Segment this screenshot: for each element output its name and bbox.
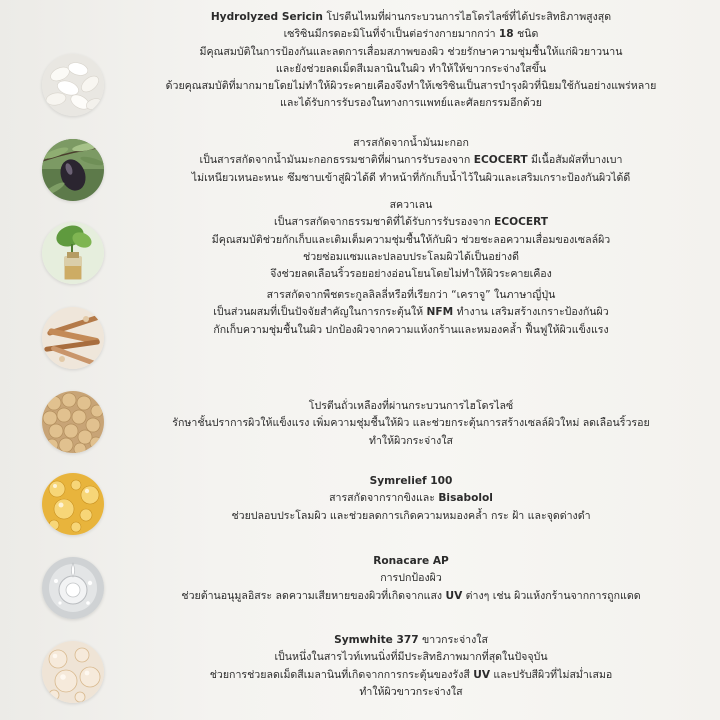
body-text: เป็นหนึ่งในสารไวท์เทนนิ่งที่มีประสิทธิภาพมากที่สุดในปัจจุบัน — [274, 651, 548, 664]
body-text: ไม่เหนียวเหนอะหนะ ซึมซาบเข้าสู่ผิวได้ดี ทำหน้าที่กักเก็บน้ำไว้ในผิวและเสริมเกราะป้องกันผิวได้ดี — [191, 171, 631, 184]
text-line — [120, 415, 702, 432]
body-text: เป็นสารสกัดจากน้ำมันมะกอกธรรมชาติที่ผ่านการรับรองจาก — [199, 154, 474, 167]
body-text: ช่วยปลอบประโลมผิว และช่วยลดการเกิดความหมองคล้ำ กระ ฝ้า และจุดด่างดำ — [231, 509, 591, 522]
text-line — [120, 61, 702, 78]
emphasis-text: Ronacare AP — [373, 555, 449, 567]
text-line — [120, 588, 702, 605]
emphasis-text: Symwhite 377 — [334, 634, 419, 646]
ingredient-text — [120, 287, 702, 339]
text-line — [120, 152, 702, 169]
body-text: เป็นสารสกัดจากธรรมชาติที่ได้รับการรับรองจาก — [273, 216, 495, 229]
text-line — [120, 214, 702, 231]
body-text: ช่วยการช่วยลดเม็ดสีเมลานินที่เกิดจากการกระตุ้นของรังสี — [209, 668, 474, 681]
body-text: มีคุณสมบัติในการป้องกันและลดการเสื่อมสภาพของผิว ช่วยรักษาความชุ่มชื้นให้แก่ผิวยาวนาน — [199, 45, 623, 58]
text-line — [120, 232, 702, 249]
body-text: โปรตีนไหมที่ผ่านกระบวนการไฮโดรไลซ์ที่ได้ประสิทธิภาพสูงสุด — [322, 11, 612, 23]
text-line — [120, 632, 702, 649]
text-line — [120, 322, 702, 339]
ingredient-text — [120, 398, 702, 450]
body-text: สารสกัดจากน้ำมันมะกอก — [353, 137, 469, 149]
soybeans-image — [42, 391, 104, 453]
body-text: มีเนื้อสัมผัสที่บางเบา — [527, 154, 623, 167]
text-line — [120, 249, 702, 266]
body-text: กักเก็บความชุ่มชื้นในผิว ปกป้องผิวจากความแห้งกร้านและหมองคล้ำ ฟื้นฟูให้ผิวแข็งแรง — [213, 323, 609, 336]
text-line — [120, 197, 702, 214]
text-line — [120, 570, 702, 587]
ingredient-text — [120, 553, 702, 605]
body-text: จึงช่วยลดเลือนริ้วรอยอย่างอ่อนโยนโดยไม่ทำให้ผิวระคายเคือง — [270, 268, 552, 281]
text-line — [120, 508, 702, 525]
text-line — [120, 170, 702, 187]
serum-capsules-image — [42, 641, 104, 703]
body-text: และยังช่วยลดเม็ดสีเมลานินในผิว ทำให้ให้ขาวกระจ่างใสขึ้น — [275, 62, 547, 75]
emphasis-text: Hydrolyzed Sericin — [210, 11, 323, 23]
emphasis-text: Symrelief 100 — [369, 475, 453, 487]
text-line — [120, 649, 702, 666]
text-line — [120, 304, 702, 321]
silk-cocoons-image — [42, 54, 104, 116]
body-text: ทำงาน เสริมสร้างเกราะป้องกันผิว — [453, 306, 609, 319]
body-text: มีคุณสมบัติช่วยกักเก็บและเติมเต็มความชุ่มชื้นให้กับผิว ช่วยชะลอความเสื่อมของเซลล์ผิว — [211, 233, 611, 246]
text-line — [120, 667, 702, 684]
text-line — [120, 433, 702, 450]
olive-branch-image — [42, 139, 104, 201]
text-line — [120, 266, 702, 283]
body-text: ทำให้ผิวกระจ่างใส — [368, 434, 453, 447]
text-line — [120, 95, 702, 112]
body-text: การปกป้องผิว — [380, 572, 442, 585]
body-text: ต่างๆ เช่น ผิวแห้งกร้านจากการถูกแดด — [462, 589, 641, 602]
body-text: เป็นส่วนผสมที่เป็นปัจจัยสำคัญในการกระตุ้นให้ — [213, 306, 427, 319]
body-text: ช่วยต้านอนุมูลอิสระ ลดความเสียหายของผิวที่เกิดจากแสง — [181, 589, 446, 602]
body-text: ด้วยคุณสมบัติที่มากมายโดยไม่ทำให้ผิวระคายเคืองจึงทำให้เซริซินเป็นสารบำรุงผิวที่นิยมใช้กันอย่างแพร่หลาย — [165, 80, 657, 93]
text-line — [120, 490, 702, 507]
text-line — [120, 473, 702, 490]
body-text: เซริซินมีกรดอะมิโนที่จำเป็นต่อร่างกายมากกว่า — [283, 28, 499, 41]
emphasis-text: UV — [473, 668, 491, 681]
emphasis-text: Bisabolol — [438, 492, 493, 505]
squalane-plant-dropper-image — [42, 222, 104, 284]
body-text: สควาเลน — [389, 199, 433, 211]
text-line — [120, 684, 702, 701]
text-line — [120, 9, 702, 26]
body-text: โปรตีนถั่วเหลืองที่ผ่านกระบวนการไฮโดรไลซ์ — [308, 400, 514, 412]
ingredient-text — [120, 473, 702, 525]
text-line — [120, 287, 702, 304]
body-text: ทำให้ผิวขาวกระจ่างใส — [359, 685, 463, 698]
text-line — [120, 44, 702, 61]
body-text: สารสกัดจากพืชตระกูลลิลลี่หรือที่เรียกว่า “เคราจู” ในภาษาญี่ปุ่น — [266, 289, 556, 301]
text-line — [120, 78, 702, 95]
golden-serum-bubbles-image — [42, 473, 104, 535]
emphasis-text: ECOCERT — [473, 154, 528, 167]
emphasis-text: 18 — [498, 28, 514, 41]
water-droplet-splash-image — [42, 557, 104, 619]
text-line — [120, 26, 702, 43]
emphasis-text: UV — [445, 589, 463, 602]
body-text: ขาวกระจ่างใส — [418, 634, 488, 646]
text-line — [120, 135, 702, 152]
ingredient-text — [120, 197, 702, 283]
body-text: และปรับสีผิวที่ไม่สม่ำเสมอ — [490, 668, 613, 681]
emphasis-text: ECOCERT — [494, 216, 549, 229]
ingredient-text — [120, 632, 702, 701]
body-text: สารสกัดจากรากขิงและ — [329, 492, 439, 505]
ingredient-text — [120, 9, 702, 113]
emphasis-text: NFM — [426, 306, 454, 319]
body-text: ช่วยซ่อมแซมและปลอบประโลมผิวได้เป็นอย่างดี — [303, 250, 519, 263]
licorice-root-image — [42, 307, 104, 369]
body-text: รักษาชั้นปราการผิวให้แข็งแรง เพิ่มความชุ่มชื้นให้ผิว และช่วยกระตุ้นการสร้างเซลล์ผิวใหม่ ลดเลือนริ้วรอย — [172, 417, 650, 430]
text-line — [120, 398, 702, 415]
text-line — [120, 553, 702, 570]
body-text: และได้รับการรับรองในทางการแพทย์และศัลยกรรมอีกด้วย — [280, 97, 542, 110]
body-text: ชนิด — [513, 28, 539, 41]
ingredient-text — [120, 135, 702, 187]
